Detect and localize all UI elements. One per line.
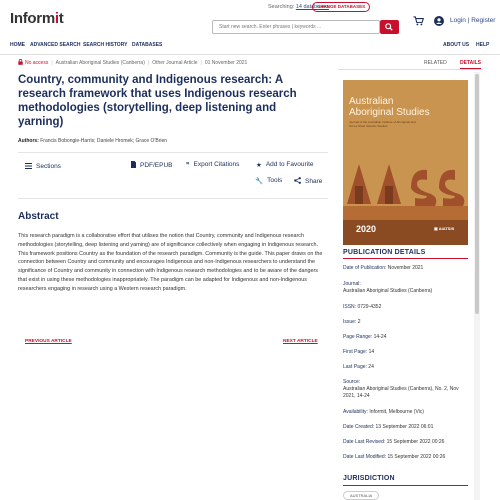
list-icon [25,163,32,169]
detail-label: Availability: [343,409,368,415]
pdf-epub-button[interactable] [131,161,173,169]
detail-value: November 2021 [387,265,424,271]
next-article-link[interactable]: NEXT ARTICLE [283,339,318,344]
tab-related[interactable]: RELATED [424,60,447,66]
cover-year-value: 2020 [356,224,377,234]
detail-label: Page Range: [343,334,373,340]
search-icon [385,23,393,31]
detail-date-created [343,424,471,431]
logo-text-end: t [58,10,64,27]
search-input[interactable]: Start new search. Enter phrases | keywords ... [212,20,380,34]
quote-icon: ❞ [186,162,190,169]
detail-label: Journal: [343,281,361,287]
meta-separator: | [51,60,53,66]
cover-title [349,96,430,118]
sections-label: Sections [36,163,61,170]
export-citations-button[interactable] [186,161,239,169]
divider [18,152,328,153]
publication-details-heading: PUBLICATION DETAILS [343,249,426,256]
sections-button[interactable] [25,163,61,170]
nav-item-home[interactable]: HOME [10,42,25,48]
publication-date: 01 November 2021 [204,60,248,66]
meta-separator: | [200,60,202,66]
nav-item-help[interactable]: HELP [476,42,490,48]
add-to-favourite-label: Add to Favourite [265,161,314,168]
nav-item-advanced-search[interactable]: ADVANCED SEARCH [30,42,81,48]
export-citations-label: Export Citations [193,161,240,168]
detail-value: Australian Aboriginal Studies (Canberra), No. 2, Nov 2021, 14-24 [343,386,459,399]
journal-cover-image[interactable] [343,80,468,245]
nav-divider [0,54,500,55]
logo-accent: i [54,10,59,27]
detail-value: 14-24 [373,334,387,340]
detail-value: 24 [368,364,374,370]
detail-availability [343,409,471,416]
detail-label: Date Last Revised: [343,439,386,445]
detail-label: Last Page: [343,364,367,370]
detail-issue [343,319,471,326]
tab-details[interactable]: DETAILS [460,60,481,69]
tools-button[interactable] [255,177,282,185]
detail-label: Issue: [343,319,357,325]
main-nav [0,40,500,52]
abstract-text: This research paradigm is a collaborative effort that utilises the notion that Country, community and Indigenous research methodologies (storytelling, deep listening and yarning) are of significance collectively when engaging in Indigenous research. This framework positions Country as the foundation of the research paradigm. Community is the guide. This paper draws on the connection between Country and community and encourages Indigenous and non-Indigenous researchers to understand the significance of Country and community in connection with Indigenous research methodologies and to be aware of the dangers that exist in using these methodologies inappropriately. The paradigm can be adapted for Indigenous and non-Indigenous researchers engaging in research using a Western research paradigm. [18,233,323,292]
jurisdiction-heading: JURISDICTION [343,475,395,482]
authors-list[interactable]: Francis Bobongie-Harris; Daniele Hromek; Grace O'Brien [40,138,168,144]
cover-subtitle: Journal of the Australian Institute of Aboriginal and Torres Strait Islander Studies [349,120,416,128]
detail-date-last-revised [343,439,471,446]
journal-name[interactable]: Australian Aboriginal Studies (Canberra) [55,60,145,66]
detail-first-page [343,349,471,356]
nav-item-about-us[interactable]: ABOUT US [443,42,470,48]
divider [18,198,328,199]
detail-date-last-modified [343,454,471,461]
top-bar [0,0,500,38]
article-meta [18,59,247,66]
cover-title-line2: Aboriginal Studies [349,107,430,118]
cover-title-line1: Australian [349,96,394,107]
share-icon [294,177,301,184]
lock-icon [18,59,23,65]
nav-item-databases[interactable]: DATABASES [132,42,163,48]
tools-label: Tools [267,177,283,184]
authors [18,138,167,144]
detail-label: Date Created: [343,424,375,430]
star-icon: ★ [256,162,262,169]
share-button[interactable] [294,177,322,185]
detail-label: Source: [343,379,361,385]
detail-last-page [343,364,471,371]
share-label: Share [305,178,323,185]
change-databases-button[interactable]: CHANGE DATABASES [312,2,370,12]
detail-value: Informit, Melbourne (Vic) [369,409,424,415]
detail-issn [343,304,471,311]
informit-logo[interactable] [10,10,63,27]
add-to-favourite-button[interactable] [256,161,314,169]
access-status: No access [25,60,49,66]
detail-value[interactable]: Australian Aboriginal Studies (Canberra) [343,288,433,294]
cart-icon[interactable] [413,16,424,26]
logo-text: Inform [10,10,55,27]
meta-separator: | [147,60,150,66]
detail-label: Date of Publication: [343,265,387,271]
database-count-link[interactable]: 14 databases [295,4,329,10]
cover-publisher [434,226,454,231]
detail-value: 15 September 2022 00:26 [386,439,445,445]
detail-label: ISSN: [343,304,357,310]
sidebar-scrollbar-thumb[interactable] [475,74,479,314]
article-title: Country, community and Indigenous research: A research framework that uses Indigenous research methodologies (storytelling, deep listening and yarning) [18,74,297,128]
login-register-link[interactable]: Login | Register [450,17,496,24]
detail-value: 2 [357,319,361,325]
nav-item-search-history[interactable]: SEARCH HISTORY [83,42,128,48]
previous-article-link[interactable]: PREVIOUS ARTICLE [25,339,72,344]
jurisdiction-chip[interactable]: AUSTRALIA [343,491,379,500]
user-icon[interactable] [434,16,444,26]
heading-rule [343,258,468,259]
document-icon [131,161,136,168]
searching-label: Searching: [268,4,295,10]
search-button[interactable] [380,20,399,34]
heading-rule [343,485,468,486]
detail-page-range [343,334,471,341]
detail-source [343,379,471,400]
authors-label: Authors: [18,138,39,144]
detail-label: Date Last Modified: [343,454,387,460]
wrench-icon: 🔧 [255,178,264,185]
detail-value: 15 September 2022 00:26 [387,454,446,460]
detail-value: 0729-4352 [357,304,382,310]
sidebar-tabs [338,58,483,70]
cover-year [356,224,376,234]
detail-journal [343,281,471,295]
pdf-epub-label: PDF/EPUB [140,162,173,169]
abstract-heading: Abstract [18,211,59,222]
detail-value: 13 September 2022 06:01 [375,424,434,430]
article-type: Other Journal Article [152,60,198,66]
aiatsis-icon: ▣ [434,226,439,231]
detail-date-of-publication [343,265,471,272]
cover-publisher-label: AIATSIS [438,226,455,231]
detail-value: 14 [368,349,375,355]
detail-label: First Page: [343,349,368,355]
